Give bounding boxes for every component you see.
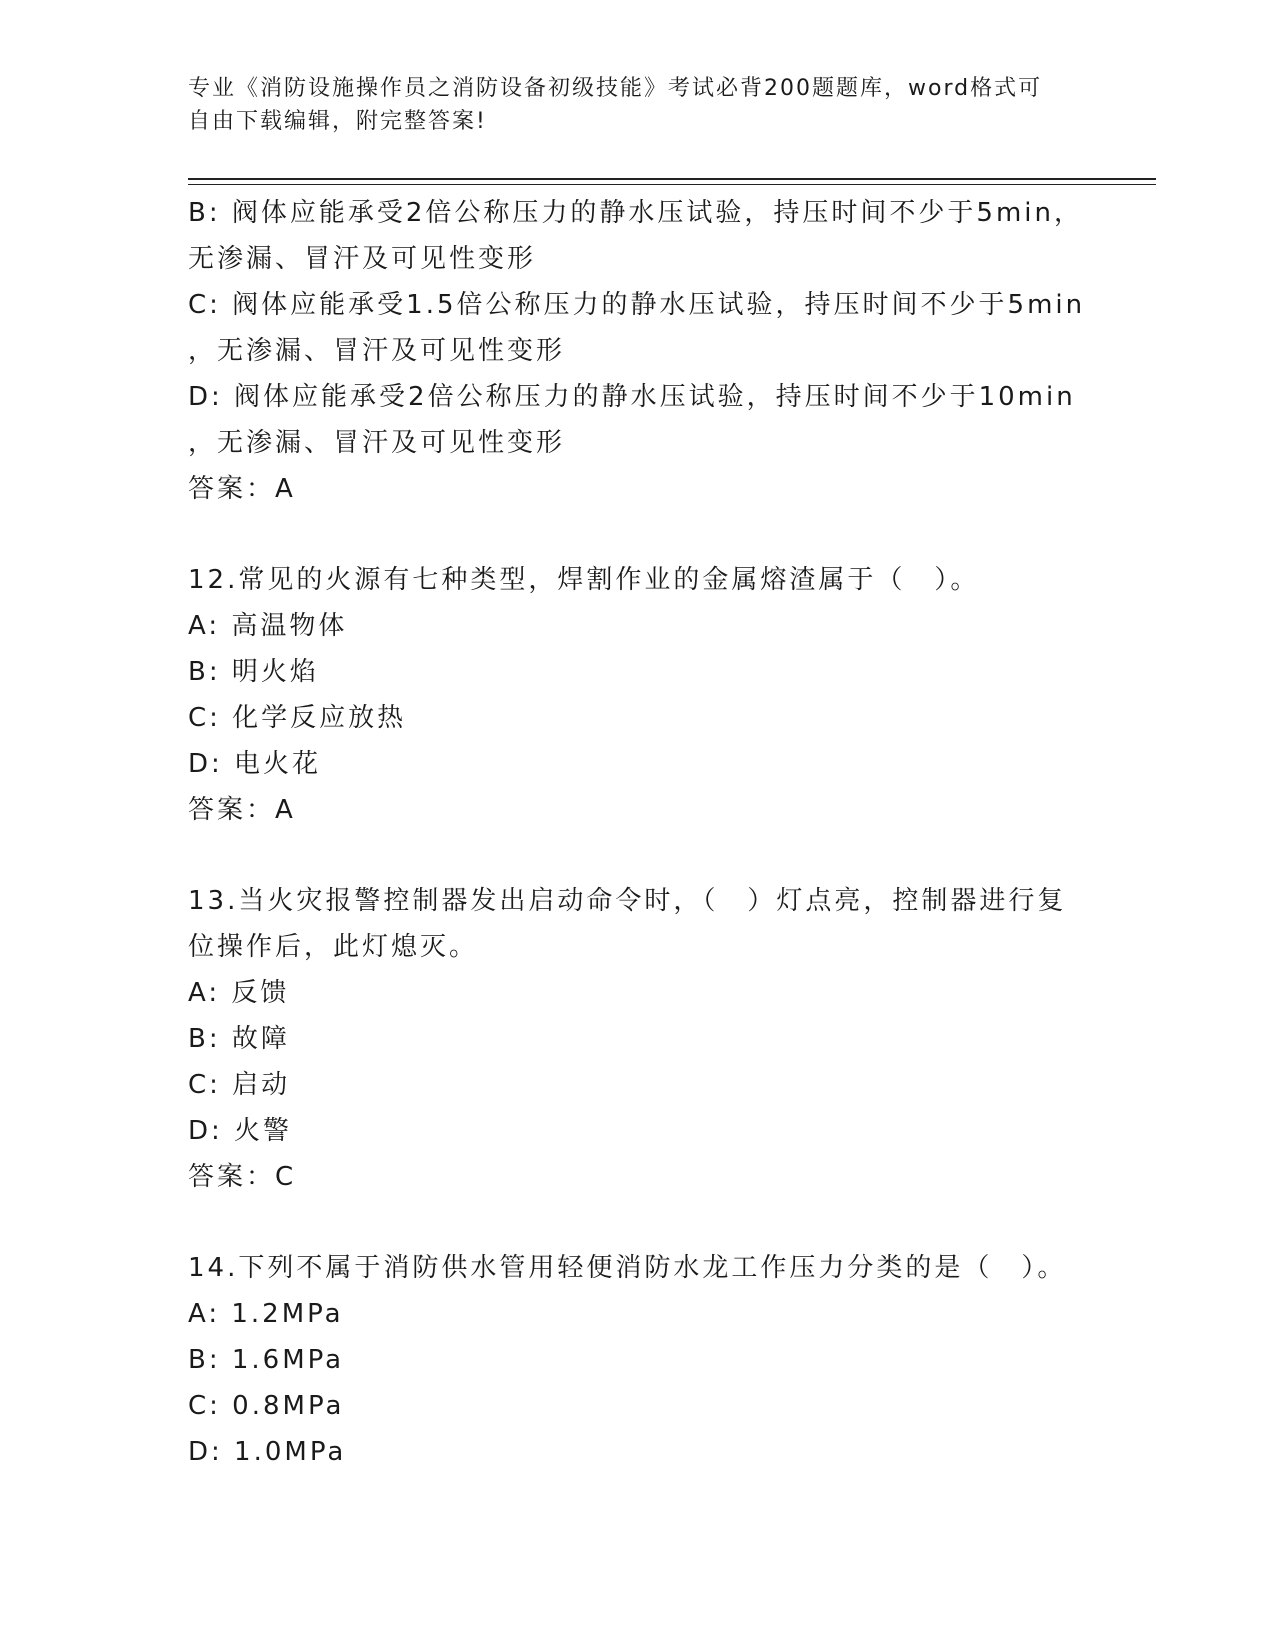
question-14 (188, 1245, 1108, 1475)
option-c-line-2: ，无渗漏、冒汗及可见性变形 (188, 336, 566, 366)
question-13 (188, 878, 1108, 1200)
spacer (188, 512, 1108, 557)
header-divider-thick (188, 178, 1156, 180)
option-b-line-1: B: 阀体应能承受2倍公称压力的静水压试验，持压时间不少于5min， (188, 198, 1083, 228)
option-a: A: 反馈 (188, 978, 290, 1008)
option-b: B: 1.6MPa (188, 1345, 345, 1375)
option-c: C: 化学反应放热 (188, 703, 407, 733)
option-d-line-1: D: 阀体应能承受2倍公称压力的静水压试验，持压时间不少于10min (188, 382, 1076, 412)
option-b: B: 故障 (188, 1024, 290, 1054)
option-c: C: 0.8MPa (188, 1391, 345, 1421)
option-c-line-1: C: 阀体应能承受1.5倍公称压力的静水压试验，持压时间不少于5min (188, 290, 1086, 320)
option-a: A: 高温物体 (188, 611, 348, 641)
option-d: D: 火警 (188, 1116, 293, 1146)
spacer (188, 833, 1108, 878)
option-b-line-2: 无渗漏、冒汗及可见性变形 (188, 244, 537, 274)
question-stem: 12.常见的火源有七种类型，焊割作业的金属熔渣属于（ ）。 (188, 565, 980, 595)
spacer (188, 1200, 1108, 1245)
answer-line: 答案：A (188, 474, 296, 504)
option-b: B: 明火焰 (188, 657, 319, 687)
question-content (188, 190, 1108, 1475)
option-c: C: 启动 (188, 1070, 291, 1100)
question-stem: 14.下列不属于消防供水管用轻便消防水龙工作压力分类的是（ ）。 (188, 1253, 1067, 1283)
question-11-continued (188, 190, 1108, 512)
question-12 (188, 557, 1108, 833)
option-d: D: 电火花 (188, 749, 322, 779)
option-d-line-2: ，无渗漏、冒汗及可见性变形 (188, 428, 566, 458)
header-divider-thin (188, 184, 1156, 185)
question-stem-line-1: 13.当火灾报警控制器发出启动命令时，（ ）灯点亮，控制器进行复 (188, 886, 1067, 916)
document-header (188, 72, 1088, 138)
option-d: D: 1.0MPa (188, 1437, 347, 1467)
header-line-1: 专业《消防设施操作员之消防设备初级技能》考试必背200题题库，word格式可 (188, 76, 1043, 101)
option-a: A: 1.2MPa (188, 1299, 344, 1329)
header-line-2: 自由下载编辑，附完整答案! (188, 109, 487, 134)
answer-line: 答案：A (188, 795, 296, 825)
answer-line: 答案：C (188, 1162, 297, 1192)
question-stem-line-2: 位操作后，此灯熄灭。 (188, 932, 479, 962)
